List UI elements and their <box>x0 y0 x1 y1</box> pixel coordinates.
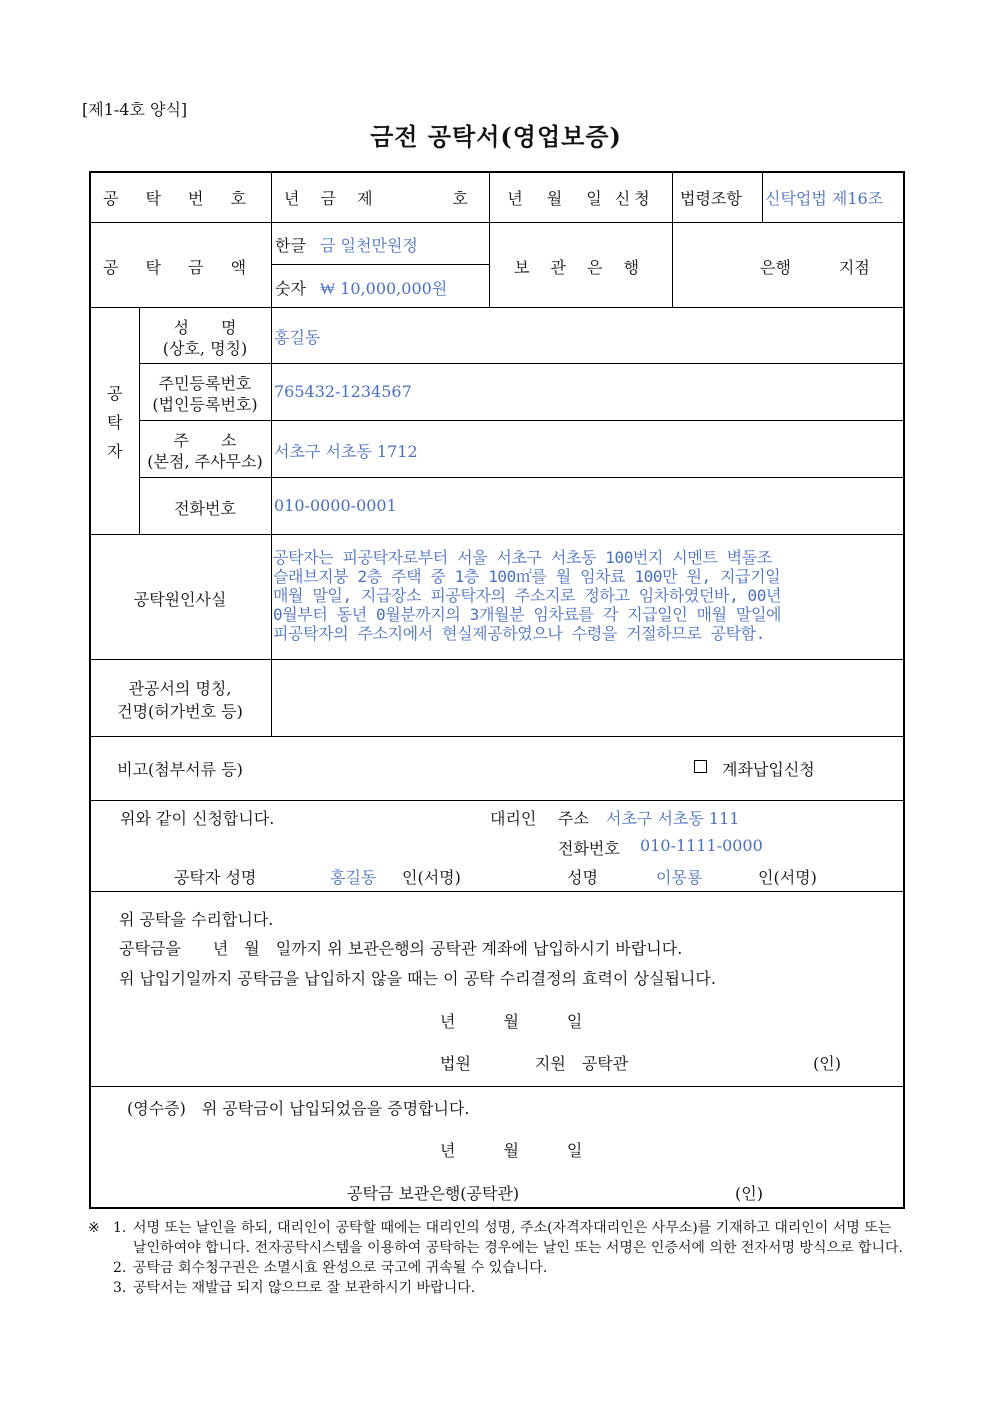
row-divider <box>89 891 905 892</box>
row-divider <box>89 222 905 223</box>
acceptance-date: 년 월 일 <box>440 1012 583 1031</box>
agent-address-label: 주소 <box>558 809 589 828</box>
agent-seal: 인(서명) <box>758 868 817 887</box>
row-divider <box>89 534 905 535</box>
acceptance-line: 공탁금을 년 월 일까지 위 보관은행의 공탁관 계좌에 납입하시기 바랍니다. <box>119 939 683 958</box>
resident-number-value: 765432-1234567 <box>274 382 412 401</box>
receipt-seal: (인) <box>735 1184 763 1203</box>
depositor-side-label: 탁 <box>107 413 123 432</box>
agent-name-value: 이몽룡 <box>656 868 703 887</box>
form-label: [제1-4호 양식] <box>82 100 188 119</box>
row-divider <box>89 736 905 737</box>
row-divider <box>271 264 489 265</box>
name-label: 성 명 <box>173 318 237 337</box>
col-divider <box>672 171 673 307</box>
resident-number-label-sub: (법인등록번호) <box>152 395 258 414</box>
agent-phone-label: 전화번호 <box>558 839 620 858</box>
footnotes <box>88 1218 908 1298</box>
address-value: 서초구 서초동 1712 <box>274 442 418 461</box>
row-divider <box>89 307 905 308</box>
application-statement: 위와 같이 신청합니다. <box>120 809 275 828</box>
office-name-label: 관공서의 명칭, <box>128 679 232 698</box>
depositor-name-label: 공탁자 성명 <box>174 868 257 887</box>
deposit-amount-label: 공 탁 금 액 <box>102 258 258 277</box>
footnote-text: 공탁서는 재발급 되지 않으므로 잘 보관하시기 바랍니다. <box>133 1280 476 1296</box>
acceptance-seal: (인) <box>813 1054 841 1073</box>
depositor-seal: 인(서명) <box>402 868 461 887</box>
row-divider <box>89 800 905 801</box>
application-date: 년 월 일 신청 <box>507 189 654 208</box>
resident-number-label: 주민등록번호 <box>158 374 252 393</box>
deposit-cause-line: 피공탁자의 주소지에서 현실제공하였으나 수령을 거절하므로 공탁함. <box>273 624 766 643</box>
footnote-number: 3. <box>113 1280 127 1296</box>
office-name-label-sub: 건명(허가번호 등) <box>117 702 243 721</box>
agent-label: 대리인 <box>490 809 537 828</box>
remarks-label: 비고(첨부서류 등) <box>117 760 243 779</box>
name-label-sub: (상호, 명칭) <box>162 339 248 358</box>
col-divider <box>271 171 272 736</box>
phone-value: 010-0000-0001 <box>274 496 397 515</box>
amount-hangul-value: 금 일천만원정 <box>320 236 418 255</box>
row-divider <box>139 477 905 478</box>
deposit-cause-text <box>273 548 895 643</box>
receipt-line: (영수증) 위 공탁금이 납입되었음을 증명합니다. <box>127 1099 470 1118</box>
acceptance-court: 법원 지원 공탁관 <box>440 1054 629 1073</box>
footnote-mark: ※ <box>88 1220 100 1236</box>
agent-phone-value: 010-1111-0000 <box>640 836 763 855</box>
deposit-cause-line: 매월 말일, 지급장소 피공탁자의 주소지로 정하고 임차하였던바, 00년 <box>273 586 782 605</box>
amount-hangul-prefix: 한글 <box>275 236 306 255</box>
page-title: 금전 공탁서(영업보증) <box>370 122 622 151</box>
deposit-cause-line: 0월부터 동년 0월분까지의 3개월분 임차료를 각 지급일인 매월 말일에 <box>273 605 782 624</box>
agent-address-value: 서초구 서초동 111 <box>606 809 740 828</box>
depositor-side-label: 자 <box>107 442 123 461</box>
account-payment-checkbox[interactable] <box>694 760 707 773</box>
deposit-number-label: 공 탁 번 호 <box>102 189 258 208</box>
acceptance-line: 위 납입기일까지 공탁금을 납입하지 않을 때는 이 공탁 수리결정의 효력이 상실됩니다. <box>119 969 716 988</box>
custody-bank-label: 보 관 은 행 <box>513 258 648 277</box>
row-divider <box>139 363 905 364</box>
deposit-cause-line: 슬래브지붕 2층 주택 중 1층 100㎡를 월 임차료 100만 원, 지급기일 <box>273 567 781 586</box>
address-label: 주 소 <box>173 431 237 450</box>
custody-bank-value: 은행 지점 <box>760 258 870 277</box>
depositor-name-value: 홍길동 <box>330 868 377 887</box>
agent-name-label: 성명 <box>567 868 598 887</box>
law-article-label: 법령조항 <box>680 189 742 208</box>
deposit-cause-line: 공탁자는 피공탁자로부터 서울 서초구 서초동 100번지 시멘트 벽돌조 <box>273 548 772 567</box>
row-divider <box>89 1086 905 1087</box>
depositor-side-label: 공 <box>107 384 123 403</box>
receipt-bank: 공탁금 보관은행(공탁관) <box>347 1184 520 1203</box>
col-divider <box>762 171 763 222</box>
account-payment-label: 계좌납입신청 <box>722 760 815 779</box>
footnote-number: 2. <box>113 1260 127 1276</box>
receipt-date: 년 월 일 <box>440 1141 583 1160</box>
footnote-text: 공탁금 회수청구권은 소멸시효 완성으로 국고에 귀속될 수 있습니다. <box>133 1260 548 1276</box>
name-value: 홍길동 <box>274 328 321 347</box>
row-divider <box>139 420 905 421</box>
deposit-cause-label: 공탁원인사실 <box>133 590 227 609</box>
law-article-value: 신탁업법 제16조 <box>765 189 884 208</box>
amount-digits-prefix: 숫자 <box>275 279 306 298</box>
amount-digits-value: ₩ 10,000,000원 <box>320 279 448 298</box>
acceptance-line: 위 공탁을 수리합니다. <box>119 910 274 929</box>
footnote-text: 서명 또는 날인을 하되, 대리인이 공탁할 때에는 대리인의 성명, 주소(자격자대리인은 사무소)를 기재하고 대리인이 서명 또는 날인하여야 합니다. 전자공탁시스템을 이용하여 공탁하는 경우에는 날인 또는 서명은 인증서에 의한 전자서명 방식으로 합니다. <box>133 1220 903 1256</box>
phone-label: 전화번호 <box>174 499 236 518</box>
deposit-number-value: 년 금 제 호 <box>284 189 476 208</box>
address-label-sub: (본점, 주사무소) <box>147 452 263 471</box>
footnote-number: 1. <box>113 1220 127 1236</box>
row-divider <box>89 659 905 660</box>
